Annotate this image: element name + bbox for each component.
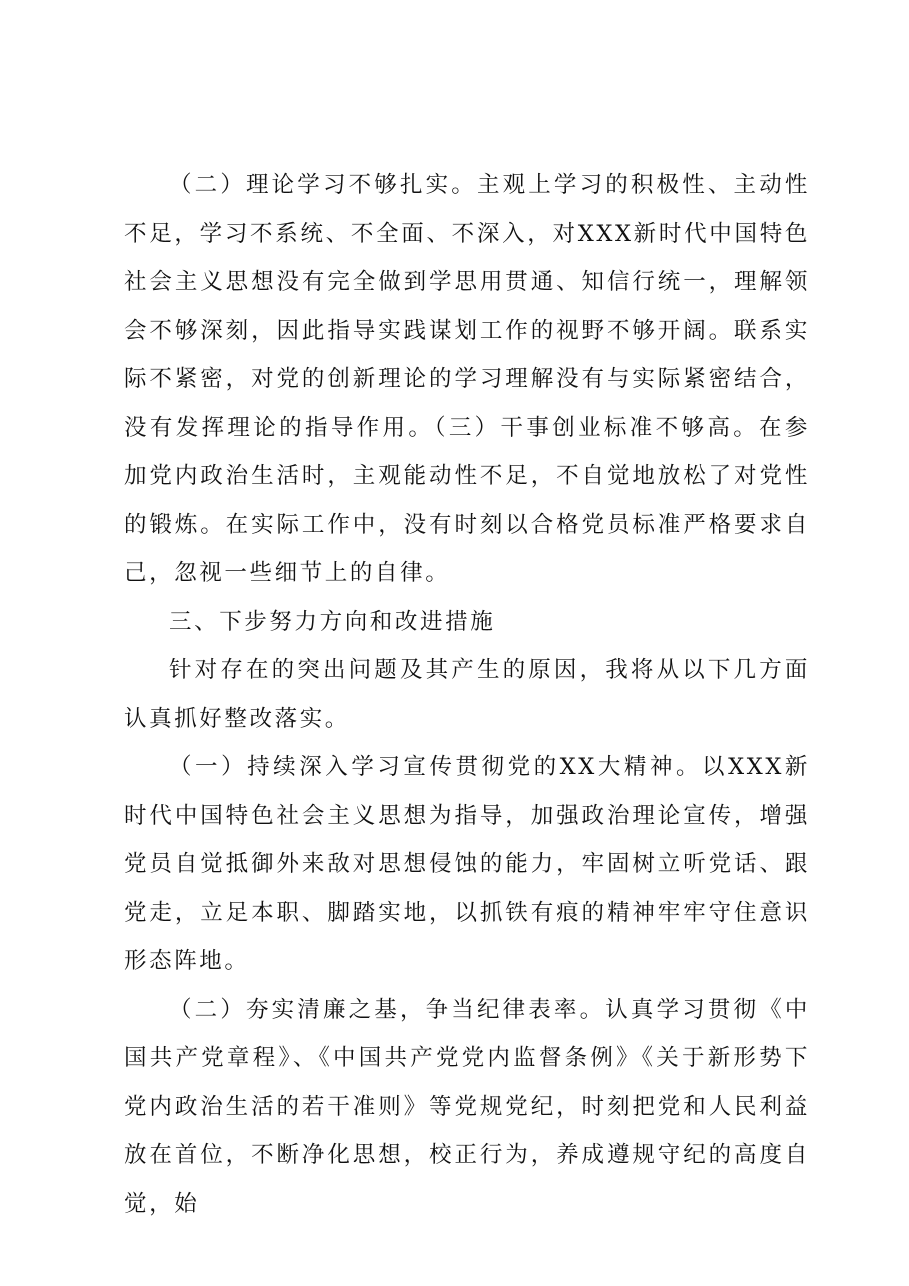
document-body	[124, 161, 810, 1228]
paragraph-rectification-intro: 针对存在的突出问题及其产生的原因，我将从以下几方面认真抓好整改落实。	[124, 657, 810, 732]
paragraph-measure-one: （一）持续深入学习宣传贯彻党的XX大精神。以XXX新时代中国特色社会主义思想为指导，加强政治理论宣传，增强党员自觉抵御外来敌对思想侵蚀的能力，牢固树立听党话、跟党走，立足本职、脚踏实地，以抓铁有痕的精神牢牢守住意识形态阵地。	[124, 754, 810, 974]
paragraph-measure-two: （二）夯实清廉之基，争当纪律表率。认真学习贯彻《中国共产党章程》、《中国共产党党内监督条例》《关于新形势下党内政治生活的若干准则》等党规党纪，时刻把党和人民利益放在首位，不断净化思想，校正行为，养成遵规守纪的高度自觉，始	[124, 996, 810, 1217]
section-heading-improvement-measures: 三、下步努力方向和改进措施	[169, 608, 496, 635]
paragraph-theory-study: （二）理论学习不够扎实。主观上学习的积极性、主动性不足，学习不系统、不全面、不深入，对XXX新时代中国特色社会主义思想没有完全做到学思用贯通、知信行统一，理解领会不够深刻，因此指导实践谋划工作的视野不够开阔。联系实际不紧密，对党的创新理论的学习理解没有与实际紧密结合，没有发挥理论的指导作用。（三）干事创业标准不够高。在参加党内政治生活时，主观能动性不足，不自觉地放松了对党性的锻炼。在实际工作中，没有时刻以合格党员标准严格要求自己，忽视一些细节上的自律。	[124, 172, 810, 586]
